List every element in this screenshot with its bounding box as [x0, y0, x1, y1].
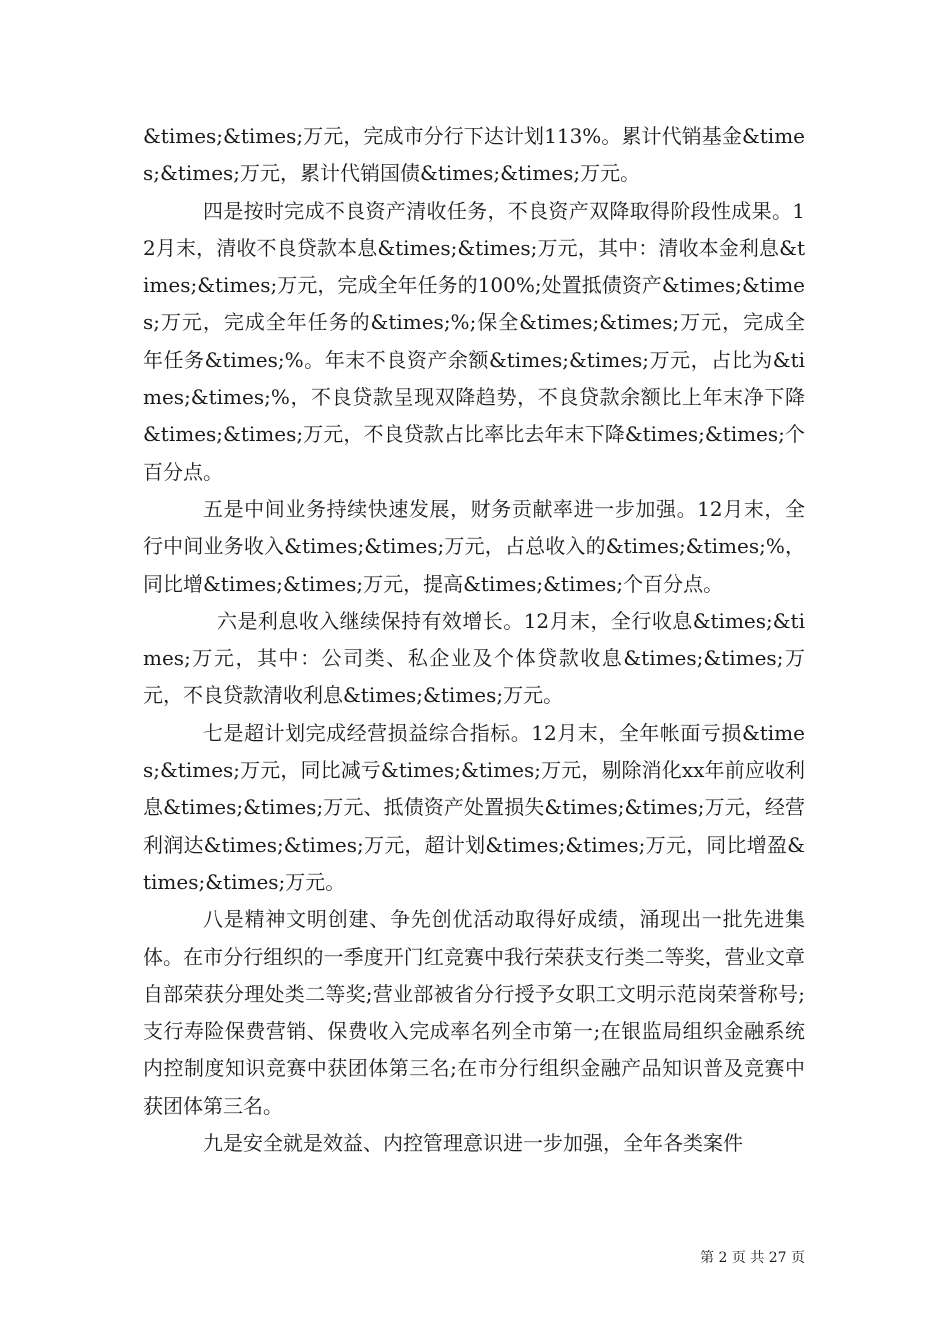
paragraph-8: 八是精神文明创建、争先创优活动取得好成绩，涌现出一批先进集体。在市分行组织的一季度开门红竞赛中我行荣获支行类二等奖，营业文章自部荣获分理处类二等奖;营业部被省分行授予女职工文明示范岗荣誉称号;支行寿险保费营销、保费收入完成率名列全市第一;在银监局组织金融系统内控制度知识竞赛中获团体第三名;在市分行组织金融产品知识普及竞赛中获团体第三名。	[143, 907, 805, 1118]
document-body	[143, 118, 805, 1162]
paragraph-4: 四是按时完成不良资产清收任务，不良资产双降取得阶段性成果。12月末，清收不良贷款本息&times;&times;万元，其中：清收本金利息&times;&times;万元，完成全年任务的100%;处置抵债资产&times;&times;万元，完成全年任务的&times;%;保全&times;&times;万元，完成全年任务&times;%。年末不良资产余额&times;&times;万元，占比为&times;&times;%，不良贷款呈现双降趋势，不良贷款余额比上年末净下降&times;&times;万元，不良贷款占比率比去年末下降&times;&times;个百分点。	[143, 198, 805, 484]
paragraph-7: 七是超计划完成经营损益综合指标。12月末，全年帐面亏损&times;&times;万元，同比减亏&times;&times;万元，剔除消化xx年前应收利息&times;&times;万元、抵债资产处置损失&times;&times;万元，经营利润达&times;&times;万元，超计划&times;&times;万元，同比增盈&times;&times;万元。	[143, 720, 805, 894]
paragraph-6: 六是利息收入继续保持有效增长。12月末，全行收息&times;&times;万元，其中：公司类、私企业及个体贷款收息&times;&times;万元，不良贷款清收利息&times;&times;万元。	[143, 608, 805, 708]
paragraph-5: 五是中间业务持续快速发展，财务贡献率进一步加强。12月末，全行中间业务收入&times;&times;万元，占总收入的&times;&times;%，同比增&times;&times;万元，提高&times;&times;个百分点。	[143, 496, 805, 596]
paragraph-continuation: &times;&times;万元，完成市分行下达计划113%。累计代销基金&times;&times;万元，累计代销国债&times;&times;万元。	[143, 124, 805, 186]
paragraph-9: 九是安全就是效益、内控管理意识进一步加强，全年各类案件	[203, 1131, 743, 1156]
page-number-footer: 第 2 页 共 27 页	[700, 1250, 805, 1266]
